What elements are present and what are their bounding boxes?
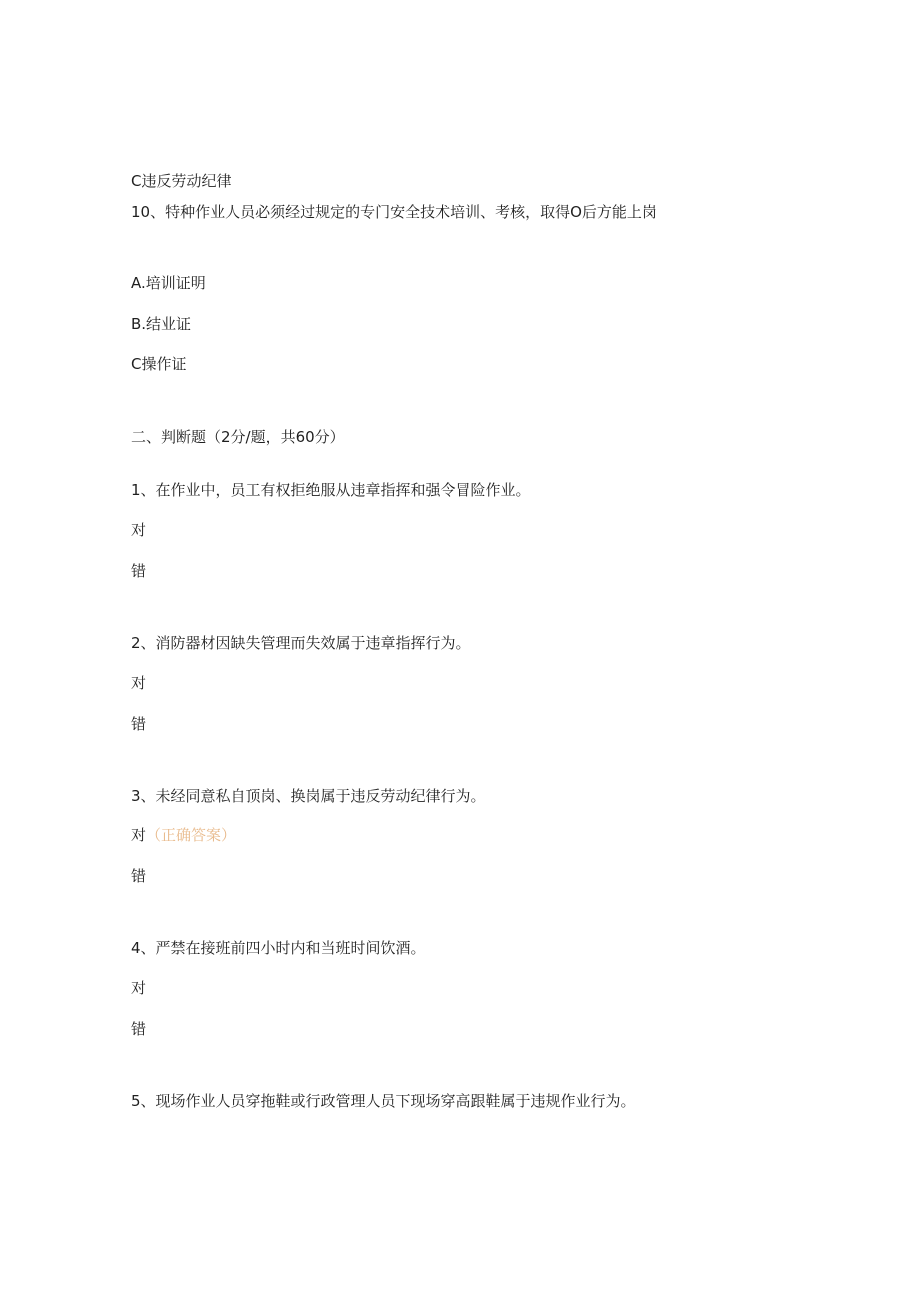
judgment-1-true-option: 对 [131,521,147,539]
judgment-3-true-option [131,825,236,845]
question-10-option-a: A.培训证明 [131,274,206,292]
judgment-3-question: 3、未经同意私自顶岗、换岗属于违反劳动纪律行为。 [131,787,486,805]
question-10-option-b: B.结业证 [131,315,192,333]
judgment-2-false-option: 错 [131,715,147,733]
section-heading: 二、判断题（2分/题，共60分） [131,428,345,446]
judgment-3-true-label: 对 [131,826,147,844]
question-10-text: 10、特种作业人员必须经过规定的专门安全技术培训、考核，取得O后方能上岗 [131,203,657,221]
judgment-4-true-option: 对 [131,979,147,997]
judgment-2-true-option: 对 [131,674,147,692]
correct-answer-mark: （正确答案） [146,826,237,844]
prev-option-c: C违反劳动纪律 [131,172,232,190]
judgment-1-question: 1、在作业中，员工有权拒绝服从违章指挥和强令冒险作业。 [131,481,531,499]
judgment-4-false-option: 错 [131,1020,147,1038]
judgment-5-question: 5、现场作业人员穿拖鞋或行政管理人员下现场穿高跟鞋属于违规作业行为。 [131,1092,636,1110]
judgment-2-question: 2、消防器材因缺失管理而失效属于违章指挥行为。 [131,634,471,652]
judgment-3-false-option: 错 [131,867,147,885]
judgment-1-false-option: 错 [131,562,147,580]
judgment-4-question: 4、严禁在接班前四小时内和当班时间饮酒。 [131,939,426,957]
question-10-option-c: C操作证 [131,355,187,373]
